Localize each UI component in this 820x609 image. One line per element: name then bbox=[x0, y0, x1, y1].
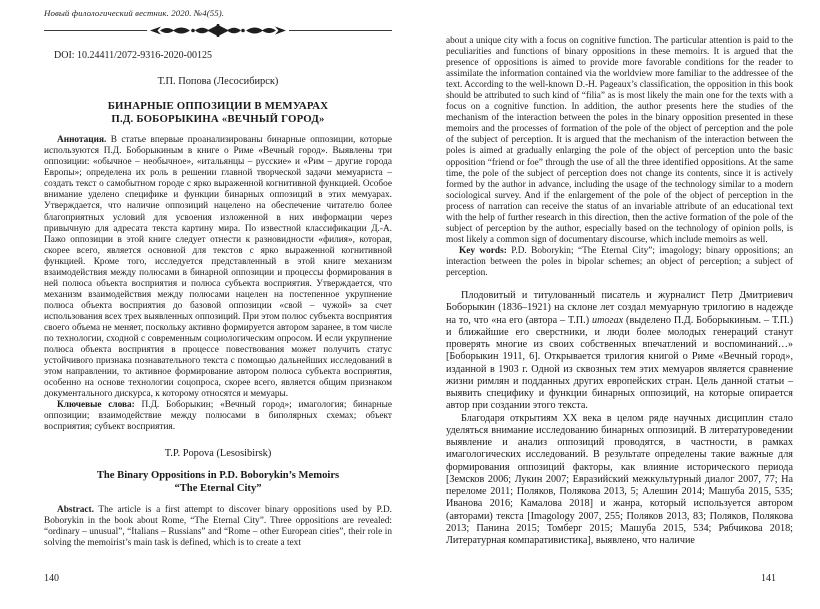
keywords-en-label: Key words: bbox=[459, 245, 507, 256]
abstract-en-start bbox=[44, 505, 392, 549]
article-title-en-line2: “The Eternal City” bbox=[174, 482, 262, 494]
keywords-en bbox=[446, 246, 793, 279]
body-paragraph-2-text: Благодаря открытиям ХХ века в целом ряде научных дисциплин стало уделяться внимание исследованию бинарных оппозиций. В литературоведении выявление и анализ оппозиций проводятся, в частности, в рамках имагологических исследований. В результате определены такие важные для формирования оппозиций факторы, как влияние исторического периода [Земсков 2006; Лукин 2007; Евразийский межкультурный диалог 2007, 77; На переломе 2011; Поляков, Полякова 2013, 5; Алешин 2014; Машуба 2015, 535; Иванова 2016; Камалова 2018] и жанра, который используется автором (авторами) текста [Imagology 2007, 255; Поляков 2013, 83; Поляков, Полякова 2013; Панина 2015; Томберг 2015; Машуба 2015, 534; Рябчикова 2018; Литературная компаративистика], выявлено, что наличие bbox=[446, 412, 793, 547]
author-ru: Т.П. Попова (Лесосибирск) bbox=[157, 76, 279, 87]
page-left bbox=[44, 8, 392, 549]
article-title-en bbox=[44, 470, 392, 495]
running-header: Новый филологический вестник. 2020. №4(55). bbox=[44, 8, 225, 18]
body-paragraph-1 bbox=[446, 290, 793, 413]
abstract-en-text-part1: The article is a first attempt to discover binary oppositions used by P.D. Boborykin in the book about Rome, “The Eternal City”. Three oppositions are revealed: “ordinary – unusual”, “Italians – Russians” and “Rome – other European cities”, their role in solving the memoirist’s main task is defined, which is to create a text bbox=[44, 505, 393, 549]
article-title-ru bbox=[44, 100, 392, 125]
abstract-ru-label: Аннотация. bbox=[57, 135, 107, 146]
page-right bbox=[446, 36, 793, 547]
abstract-en-continued bbox=[446, 36, 793, 246]
body-paragraph-2 bbox=[446, 413, 793, 548]
keywords-ru-text: П.Д. Боборыкин; «Вечный город»; имагология; бинарные оппозиции; взаимодействие между полюсами в биполярных схемах; объект восприятия; субъект восприятия. bbox=[44, 400, 392, 433]
page-number-left: 140 bbox=[44, 573, 59, 584]
article-title-ru-line2: П.Д. БОБОРЫКИНА «ВЕЧНЫЙ ГОРОД» bbox=[111, 112, 325, 125]
abstract-en-text-part2: about a unique city with a focus on cognitive function. The particular attention is paid to the peculiarities and functions of binary oppositions in these memoirs. It is argued that the presence of oppositions is aimed to provide more favorable conditions for the reader to assimilate the information contained via the worldview more familiar to the addressee of the text. According to the well-known D.-H. Pageaux’s classification, the opposition in this book should be attributed to such kind of “filia” as is most likely the main one for the texts with a focus on a cognitive function. In addition, the author presents here the studies of the mechanism of the interaction between the poles in the binary opposition presented in these memoirs and the processes of formation of the pole of the object of perception and the pole of the subject of perception. It is argued that the mechanism of the interaction between the poles is aimed at gradually enlarging the pole of the object of perception unto the basic opposition “friend or foe” through the use of all the three identified oppositions. At the same time, the pole of the subject of perception does not change its contents, since it is actively formed by the author in advance, including the usage of the technology similar to a modern sociological survey. And if the enlargement of the pole of the object of perception in the process of narration can receive the status of an invariable attribute of an educational text with the help of further research in this direction, then the active formation of the pole of the subject of perception by the author, especially based on the technology of opinion polls, is most likely a common sign of documentary discourse, which include memoirs as well. bbox=[446, 36, 793, 245]
keywords-en-text: P.D. Boborykin; “The Eternal City”; imagology; binary oppositions; an interaction between the poles in bipolar schemes; an object of perception; a subject of perception. bbox=[446, 245, 793, 278]
article-title-ru-line1: БИНАРНЫЕ ОППОЗИЦИИ В МЕМУАРАХ bbox=[107, 100, 329, 112]
body-paragraph-1-part2: (выделено П.Д. Боборыкиным. – Т.П.) и ближайшие его сверстники, и люди более молодых генераций станут проверять многие из своих собственных впечатлений и воспоминаний…» [Боборыкин 1911, 6]. Открывается трилогия книгой о Риме «Вечный город», изданной в 1903 г. Одной из сквозных тем этих мемуаров является сравнение жизни римлян и подданных других европейских стран. Цель данной статьи – выявить специфику и функции бинарных оппозиций, на которые опирается автор при создании этого текста. bbox=[446, 314, 793, 412]
divider-rule-left bbox=[44, 30, 147, 31]
abstract-ru bbox=[44, 135, 392, 400]
keywords-ru-label: Ключевые слова: bbox=[57, 400, 135, 411]
body-paragraph-1-part1: Плодовитый и титулованный писатель и журналист Петр Дмитриевич Боборыкин (1836–1921) на склоне лет создал мемуарную трилогию в надежде на то, что «на его (автора – Т.П.) bbox=[446, 290, 793, 326]
page-number-right: 141 bbox=[761, 573, 776, 584]
fleuron-ornament-icon bbox=[149, 24, 287, 37]
abstract-ru-text: В статье впервые проанализированы бинарные оппозиции, которые используются П.Д. Боборыкиным в книге о Риме «Вечный город». Выявлены три оппозиции: «обычное – необычное», «итальянцы – русские» и «Рим – другие города Европы»; определена их роль в решении главной творческой задачи мемуариста – создать текст о самобытном городе с ярко выраженной когнитивной функцией. Особое внимание уделено специфике и функции бинарных оппозиций в этих мемуарах. Утверждается, что наличие оппозиций нацелено на обеспечение читателю более благоприятных условий для усвоения изложенной в них информации через привычную для адресата текста картину мира. По известной классификации Д.-А. Пажо оппозиции в этой книге следует отнести к разновидности «филия», которая, скорее всего, является основной для текстов с ярко выраженной когнитивной функцией. Кроме того, исследуется представленный в этой книге механизм взаимодействия между полюсами в бинарной оппозиции и процессы формирования в ней полюса объекта восприятия и полюса субъекта восприятия. Утверждается, что механизм взаимодействия между полюсами нацелен на постепенное укрупнение полюса объекта восприятия до базовой оппозиции «свой – чужой» за счет использования всех трех выявленных оппозиций. При этом полюс субъекта восприятия своего объема не меняет, поскольку активно формируется автором заранее, в том числе по технологии, сходной с современным социологическим опросом. И если укрупнение полюса объекта восприятия в процессе повествования может получить статус устойчивого признака познавательного текста с помощью дальнейших исследований в этом направлении, то активное формирование автором полюса субъекта восприятия, особенно на основе технологии соцопроса, скорее всего, является общим признаком документального дискурса, к которому относятся и мемуары. bbox=[44, 135, 392, 400]
abstract-en-label: Abstract. bbox=[57, 505, 94, 516]
body-paragraph-1-italic: итогах bbox=[592, 314, 624, 326]
divider-rule-right bbox=[289, 30, 392, 31]
article-title-en-line1: The Binary Oppositions in P.D. Boborykin’s Memoirs bbox=[96, 470, 340, 482]
author-en: T.P. Popova (Lesosibirsk) bbox=[164, 448, 272, 460]
ornament-divider bbox=[44, 23, 392, 37]
keywords-ru bbox=[44, 400, 392, 433]
doi: DOI: 10.24411/2072-9316-2020-00125 bbox=[54, 50, 212, 61]
